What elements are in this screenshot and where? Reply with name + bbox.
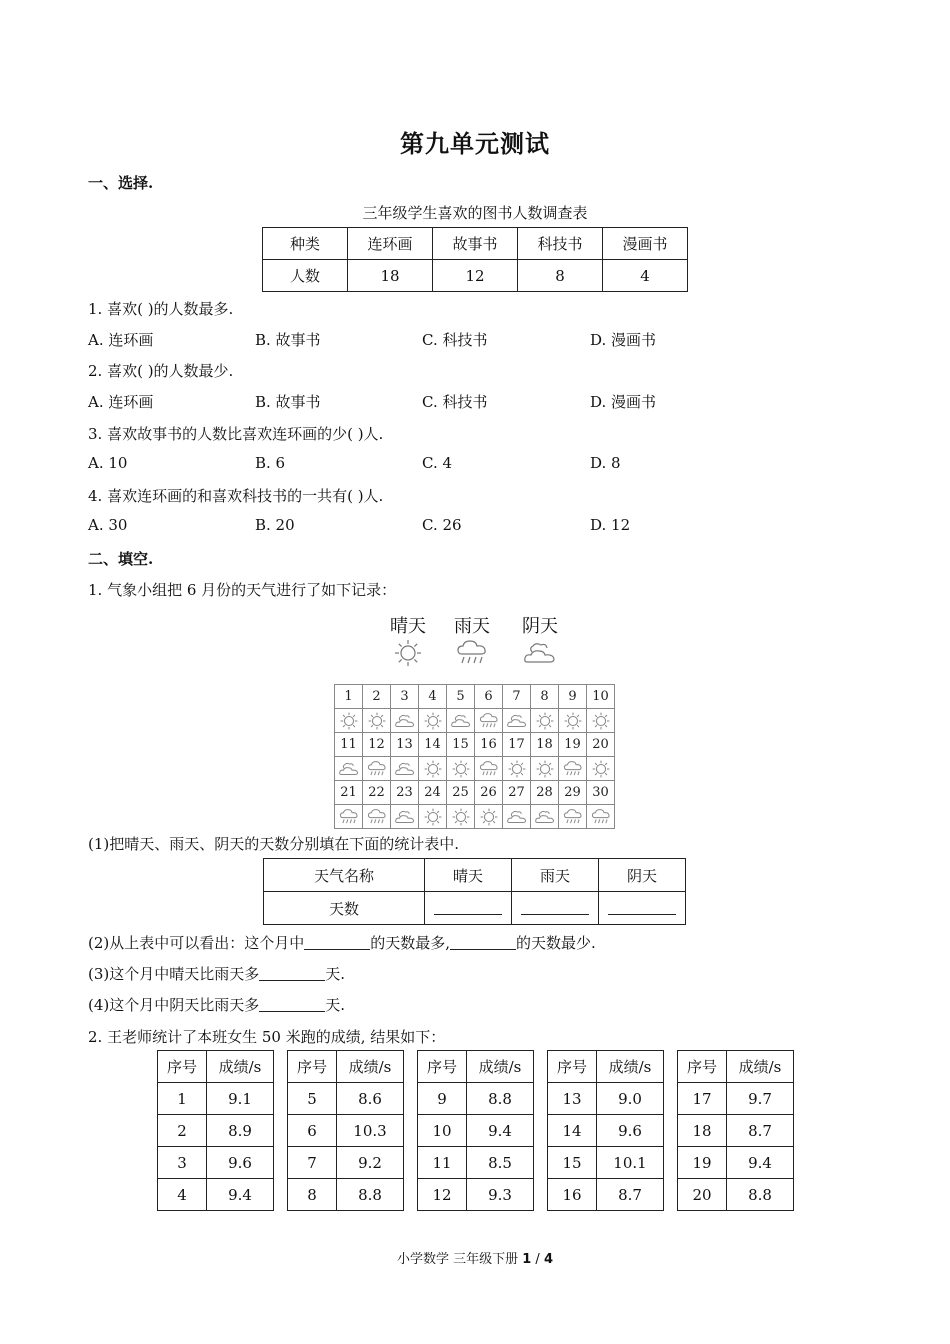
table-header: 序号 (288, 1051, 337, 1083)
calendar-day: 11 (335, 733, 363, 757)
option-1a: A. 连环画 (88, 331, 154, 349)
option-1b: B. 故事书 (255, 331, 321, 349)
table-header: 序号 (548, 1051, 597, 1083)
table-cell: 连环画 (348, 228, 433, 260)
table-cell: 科技书 (518, 228, 603, 260)
table-cell: 18 (348, 260, 433, 292)
cloud-icon (391, 709, 419, 733)
text: 天. (325, 965, 346, 983)
answer-blank-sunny[interactable] (425, 892, 512, 925)
calendar-day: 12 (363, 733, 391, 757)
calendar-day: 26 (475, 781, 503, 805)
table-cell: 3 (158, 1147, 207, 1179)
cloud-icon (531, 805, 559, 829)
option-4c: C. 26 (422, 516, 462, 534)
legend-rainy (447, 612, 497, 672)
option-3c: C. 4 (422, 454, 453, 472)
table-cell: 9.6 (207, 1147, 274, 1179)
cloud-icon (447, 709, 475, 733)
legend-label: 阴天 (522, 616, 558, 637)
table-cell: 漫画书 (603, 228, 688, 260)
legend-label: 雨天 (454, 616, 490, 637)
sun-icon (587, 757, 615, 781)
rain-icon (454, 638, 490, 668)
table-cell: 20 (678, 1179, 727, 1211)
table-cell: 9 (418, 1083, 467, 1115)
table-cell: 8.9 (207, 1115, 274, 1147)
table-cell: 8.7 (597, 1179, 664, 1211)
table-header: 成绩/s (337, 1051, 404, 1083)
table-cell: 5 (288, 1083, 337, 1115)
table-cell: 12 (418, 1179, 467, 1211)
sun-icon (363, 709, 391, 733)
table-cell: 9.6 (597, 1115, 664, 1147)
calendar-day: 30 (587, 781, 615, 805)
option-3d: D. 8 (590, 454, 621, 472)
rain-icon (475, 757, 503, 781)
weather-calendar (334, 684, 615, 829)
legend-label: 晴天 (390, 616, 426, 637)
table-cell: 12 (433, 260, 518, 292)
rain-icon (335, 805, 363, 829)
option-1d: D. 漫画书 (590, 331, 657, 349)
legend-sunny (383, 612, 433, 672)
answer-blank[interactable] (450, 935, 516, 950)
sun-icon (447, 757, 475, 781)
score-table-4 (547, 1050, 664, 1211)
sub-question-1: (1)把晴天、雨天、阴天的天数分别填在下面的统计表中. (88, 835, 460, 853)
sun-icon (391, 638, 425, 668)
sun-icon (587, 709, 615, 733)
question-4: 4. 喜欢连环画的和喜欢科技书的一共有( )人. (88, 487, 384, 505)
answer-blank[interactable] (259, 997, 325, 1012)
calendar-day: 18 (531, 733, 559, 757)
table-cell: 16 (548, 1179, 597, 1211)
sun-icon (531, 709, 559, 733)
text: 天. (325, 996, 346, 1014)
cloud-icon (335, 757, 363, 781)
question-2-2-intro: 2. 王老师统计了本班女生 50 米跑的成绩, 结果如下： (88, 1028, 446, 1046)
sun-icon (419, 709, 447, 733)
calendar-day: 27 (503, 781, 531, 805)
sun-icon (335, 709, 363, 733)
calendar-day: 14 (419, 733, 447, 757)
option-3a: A. 10 (88, 454, 128, 472)
table-cell: 10.3 (337, 1115, 404, 1147)
calendar-day: 28 (531, 781, 559, 805)
rain-icon (363, 805, 391, 829)
score-table-1 (157, 1050, 274, 1211)
table-caption: 三年级学生喜欢的图书人数调查表 (362, 204, 588, 222)
table-cell: 10.1 (597, 1147, 664, 1179)
table-cell: 天气名称 (264, 859, 425, 892)
table-cell: 4 (603, 260, 688, 292)
calendar-day: 6 (475, 685, 503, 709)
question-1: 1. 喜欢( )的人数最多. (88, 300, 234, 318)
calendar-day: 3 (391, 685, 419, 709)
table-cell: 14 (548, 1115, 597, 1147)
page-number: 1 (522, 1252, 532, 1267)
calendar-day: 29 (559, 781, 587, 805)
table-cell: 13 (548, 1083, 597, 1115)
calendar-day: 24 (419, 781, 447, 805)
option-1c: C. 科技书 (422, 331, 488, 349)
table-cell: 4 (158, 1179, 207, 1211)
calendar-day: 2 (363, 685, 391, 709)
text: (4)这个月中阴天比雨天多 (88, 996, 260, 1014)
text: (2)从上表中可以看出：这个月中 (88, 934, 305, 952)
option-4b: B. 20 (255, 516, 295, 534)
table-header: 序号 (158, 1051, 207, 1083)
calendar-day: 25 (447, 781, 475, 805)
table-cell: 8 (518, 260, 603, 292)
text: 的天数最少. (516, 934, 596, 952)
table-cell: 8.6 (337, 1083, 404, 1115)
table-cell: 18 (678, 1115, 727, 1147)
answer-blank[interactable] (259, 966, 325, 981)
cloud-icon (503, 805, 531, 829)
calendar-day: 20 (587, 733, 615, 757)
table-cell: 晴天 (425, 859, 512, 892)
calendar-day: 13 (391, 733, 419, 757)
page-footer (0, 1248, 950, 1267)
table-cell: 11 (418, 1147, 467, 1179)
sun-icon (419, 805, 447, 829)
table-cell: 10 (418, 1115, 467, 1147)
calendar-day: 7 (503, 685, 531, 709)
table-cell: 8.8 (337, 1179, 404, 1211)
sub-question-3 (88, 963, 345, 984)
rain-icon (559, 757, 587, 781)
table-cell: 8.5 (467, 1147, 534, 1179)
option-4a: A. 30 (88, 516, 128, 534)
table-cell: 9.4 (727, 1147, 794, 1179)
table-cell: 9.2 (337, 1147, 404, 1179)
table-cell: 1 (158, 1083, 207, 1115)
weather-stat-table (263, 858, 686, 925)
table-cell: 9.4 (207, 1179, 274, 1211)
calendar-day: 8 (531, 685, 559, 709)
sun-icon (531, 757, 559, 781)
table-cell: 阴天 (599, 859, 686, 892)
cloud-icon (522, 638, 558, 668)
question-2-1-intro: 1. 气象小组把 6 月份的天气进行了如下记录： (88, 581, 397, 599)
table-cell: 9.0 (597, 1083, 664, 1115)
option-2a: A. 连环画 (88, 393, 154, 411)
cloud-icon (391, 757, 419, 781)
page-title: 第九单元测试 (400, 129, 550, 158)
table-header: 成绩/s (467, 1051, 534, 1083)
calendar-day: 19 (559, 733, 587, 757)
table-cell: 9.4 (467, 1115, 534, 1147)
option-2c: C. 科技书 (422, 393, 488, 411)
calendar-day: 1 (335, 685, 363, 709)
table-cell: 故事书 (433, 228, 518, 260)
cloud-icon (503, 709, 531, 733)
table-cell: 种类 (263, 228, 348, 260)
score-table-5 (677, 1050, 794, 1211)
table-cell: 天数 (264, 892, 425, 925)
rain-icon (587, 805, 615, 829)
table-cell: 8.8 (467, 1083, 534, 1115)
sub-question-2 (88, 932, 596, 953)
calendar-day: 17 (503, 733, 531, 757)
cloud-icon (391, 805, 419, 829)
score-table-3 (417, 1050, 534, 1211)
footer-sep: / (531, 1252, 544, 1267)
sun-icon (475, 805, 503, 829)
option-3b: B. 6 (255, 454, 286, 472)
table-cell: 9.3 (467, 1179, 534, 1211)
option-2b: B. 故事书 (255, 393, 321, 411)
rain-icon (363, 757, 391, 781)
rain-icon (559, 805, 587, 829)
calendar-day: 21 (335, 781, 363, 805)
answer-blank-cloudy[interactable] (599, 892, 686, 925)
section-heading-fill: 二、填空. (88, 550, 154, 568)
legend-cloudy (515, 612, 565, 672)
table-cell: 8 (288, 1179, 337, 1211)
table-cell: 雨天 (512, 859, 599, 892)
option-2d: D. 漫画书 (590, 393, 657, 411)
text: (3)这个月中晴天比雨天多 (88, 965, 260, 983)
sun-icon (559, 709, 587, 733)
sun-icon (419, 757, 447, 781)
sun-icon (503, 757, 531, 781)
sub-question-4 (88, 994, 345, 1015)
table-cell: 19 (678, 1147, 727, 1179)
sun-icon (447, 805, 475, 829)
table-cell: 9.7 (727, 1083, 794, 1115)
calendar-day: 23 (391, 781, 419, 805)
page-total: 4 (543, 1252, 553, 1267)
calendar-day: 16 (475, 733, 503, 757)
table-cell: 15 (548, 1147, 597, 1179)
table-cell: 8.8 (727, 1179, 794, 1211)
table-cell: 6 (288, 1115, 337, 1147)
table-cell: 2 (158, 1115, 207, 1147)
calendar-day: 15 (447, 733, 475, 757)
table-cell: 人数 (263, 260, 348, 292)
footer-text: 小学数学 三年级下册 (396, 1252, 523, 1267)
rain-icon (475, 709, 503, 733)
book-survey-table (262, 227, 688, 292)
option-4d: D. 12 (590, 516, 631, 534)
table-header: 成绩/s (727, 1051, 794, 1083)
table-cell: 17 (678, 1083, 727, 1115)
table-header: 成绩/s (597, 1051, 664, 1083)
table-header: 成绩/s (207, 1051, 274, 1083)
section-heading-choice: 一、选择. (88, 174, 154, 192)
calendar-day: 4 (419, 685, 447, 709)
table-header: 序号 (418, 1051, 467, 1083)
answer-blank[interactable] (304, 935, 370, 950)
question-2: 2. 喜欢( )的人数最少. (88, 362, 234, 380)
score-table-2 (287, 1050, 404, 1211)
calendar-day: 22 (363, 781, 391, 805)
table-cell: 9.1 (207, 1083, 274, 1115)
table-header: 序号 (678, 1051, 727, 1083)
calendar-day: 9 (559, 685, 587, 709)
table-cell: 8.7 (727, 1115, 794, 1147)
text: 的天数最多, (370, 934, 451, 952)
table-cell: 7 (288, 1147, 337, 1179)
calendar-day: 10 (587, 685, 615, 709)
answer-blank-rainy[interactable] (512, 892, 599, 925)
calendar-day: 5 (447, 685, 475, 709)
question-3: 3. 喜欢故事书的人数比喜欢连环画的少( )人. (88, 425, 384, 443)
